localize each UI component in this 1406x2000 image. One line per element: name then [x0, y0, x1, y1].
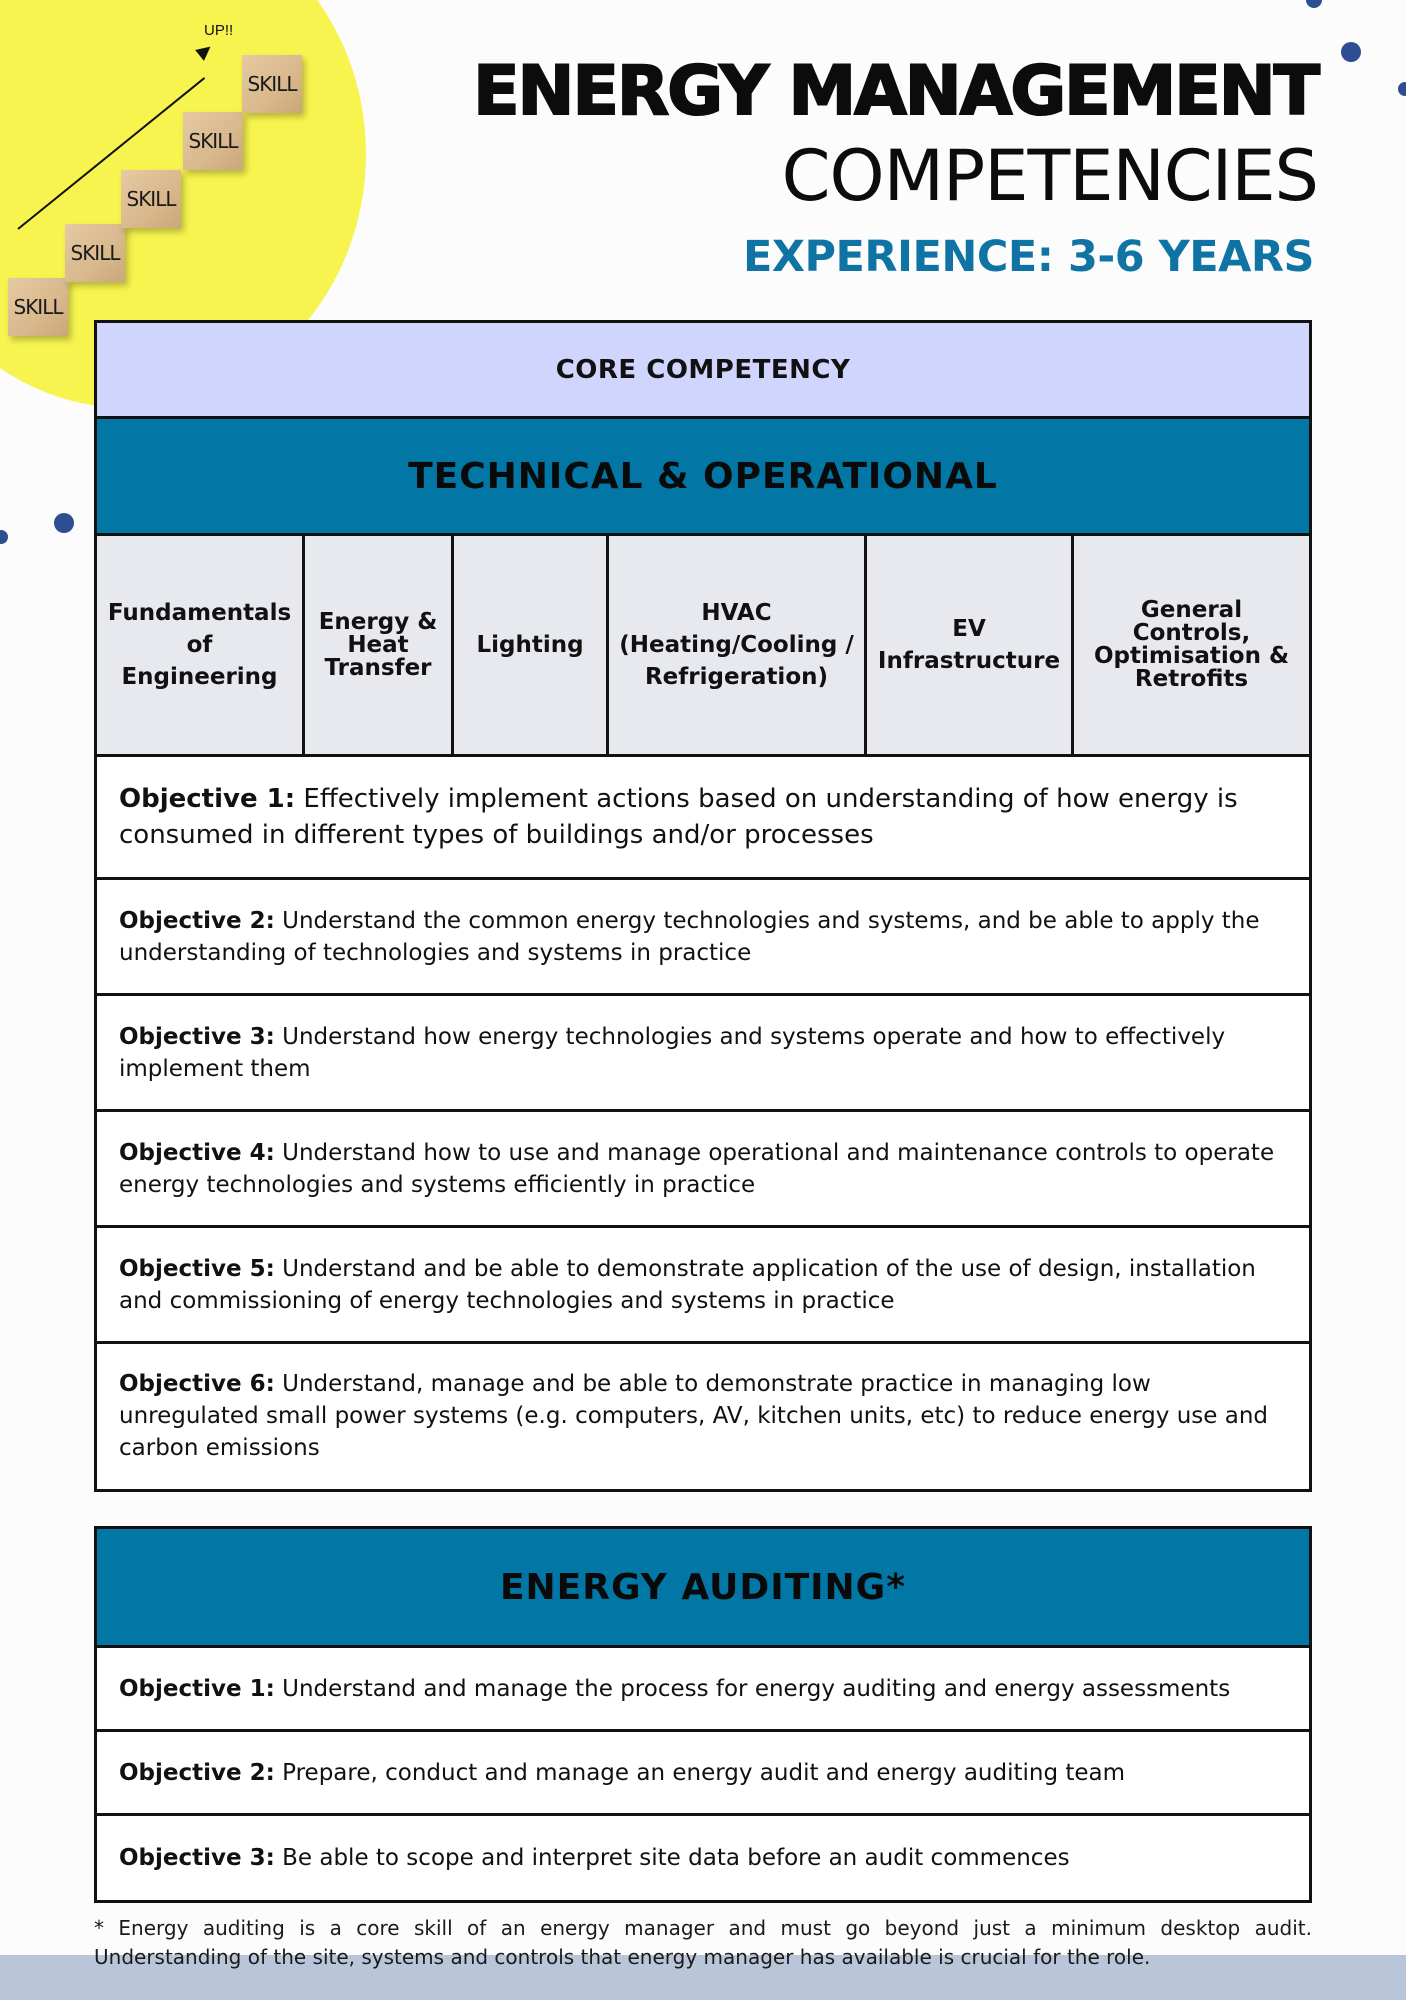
- decorative-dot: [1341, 42, 1361, 62]
- page-title-line1: ENERGY MANAGEMENT: [473, 52, 1318, 131]
- audit-objective-row: [97, 1816, 1309, 1900]
- objective-text: Be able to scope and interpret site data before an audit commences: [282, 1845, 1070, 1871]
- core-objective-row: [97, 757, 1309, 880]
- objective-label: Objective 3:: [119, 1845, 275, 1871]
- category-general-controls: General Controls, Optimisation & Retrofits: [1093, 597, 1290, 692]
- decorative-dot: [54, 513, 74, 533]
- skill-block: SKILL: [8, 278, 68, 336]
- objective-text: Understand and manage the process for energy auditing and energy assessments: [282, 1675, 1231, 1702]
- category-ev-infrastructure: EV Infrastructure: [867, 536, 1074, 754]
- category-row: [97, 536, 1309, 757]
- core-objective-row: [97, 996, 1309, 1112]
- objective-label: Objective 2:: [119, 1759, 275, 1786]
- core-competency-table: [94, 320, 1312, 1492]
- core-objective-row: [97, 880, 1309, 996]
- objective-label: Objective 1:: [119, 1675, 275, 1702]
- up-label: UP!!: [204, 22, 234, 39]
- skill-block: SKILL: [121, 170, 181, 228]
- category-hvac: HVAC (Heating/Cooling / Refrigeration): [609, 536, 867, 754]
- objective-text: Understand the common energy technologies and systems, and be able to apply the understanding of technologies and systems in practice: [119, 907, 1260, 966]
- energy-auditing-title: ENERGY AUDITING*: [97, 1529, 1309, 1648]
- objective-text: Effectively implement actions based on understanding of how energy is consumed in different types of buildings and/or processes: [119, 784, 1238, 850]
- audit-objective-row: [97, 1732, 1309, 1816]
- category-fundamentals: Fundamentals of Engineering: [97, 536, 305, 754]
- objective-text: Understand how energy technologies and systems operate and how to effectively implement them: [119, 1023, 1226, 1082]
- core-objective-row: [97, 1228, 1309, 1344]
- objective-text: Understand and be able to demonstrate application of the use of design, installation and commissioning of energy technologies and systems in practice: [119, 1255, 1256, 1314]
- audit-objective-row: [97, 1648, 1309, 1732]
- skill-stairs-illustration: [0, 0, 360, 360]
- objective-label: Objective 6:: [119, 1371, 275, 1397]
- skill-block: SKILL: [65, 224, 125, 282]
- skill-block: SKILL: [242, 55, 302, 113]
- decorative-dot: [1398, 82, 1406, 96]
- objective-label: Objective 1:: [119, 784, 296, 814]
- category-lighting: Lighting: [454, 536, 609, 754]
- objective-text: Understand how to use and manage operational and maintenance controls to operate energy technologies and systems efficiently in practice: [119, 1139, 1275, 1198]
- technical-operational-title: TECHNICAL & OPERATIONAL: [97, 419, 1309, 536]
- page-title-line2: COMPETENCIES: [781, 135, 1318, 217]
- core-objective-row: [97, 1344, 1309, 1488]
- experience-subtitle: EXPERIENCE: 3-6 YEARS: [742, 232, 1314, 282]
- core-objective-row: [97, 1112, 1309, 1228]
- arrow-up-icon: [195, 41, 215, 61]
- objective-text: Prepare, conduct and manage an energy audit and energy auditing team: [282, 1759, 1126, 1786]
- energy-auditing-table: [94, 1526, 1312, 1903]
- objective-label: Objective 5:: [119, 1255, 275, 1282]
- objective-text: Understand, manage and be able to demonstrate practice in managing low unregulated small power systems (e.g. computers, AV, kitchen units, etc) to reduce energy use and carbon emissions: [119, 1371, 1269, 1461]
- core-competency-label: CORE COMPETENCY: [97, 323, 1309, 419]
- footnote: * Energy auditing is a core skill of an energy manager and must go beyond just a minimum desktop audit. Understanding of the site, systems and controls that energy manager has available is crucial for the role.: [94, 1916, 1312, 1969]
- objective-label: Objective 2:: [119, 907, 275, 934]
- objective-label: Objective 4:: [119, 1139, 275, 1166]
- skill-block: SKILL: [183, 112, 243, 170]
- decorative-dot: [0, 530, 8, 544]
- objective-label: Objective 3:: [119, 1023, 275, 1050]
- category-energy-heat-transfer: Energy & Heat Transfer: [305, 536, 454, 754]
- decorative-dot: [1306, 0, 1322, 8]
